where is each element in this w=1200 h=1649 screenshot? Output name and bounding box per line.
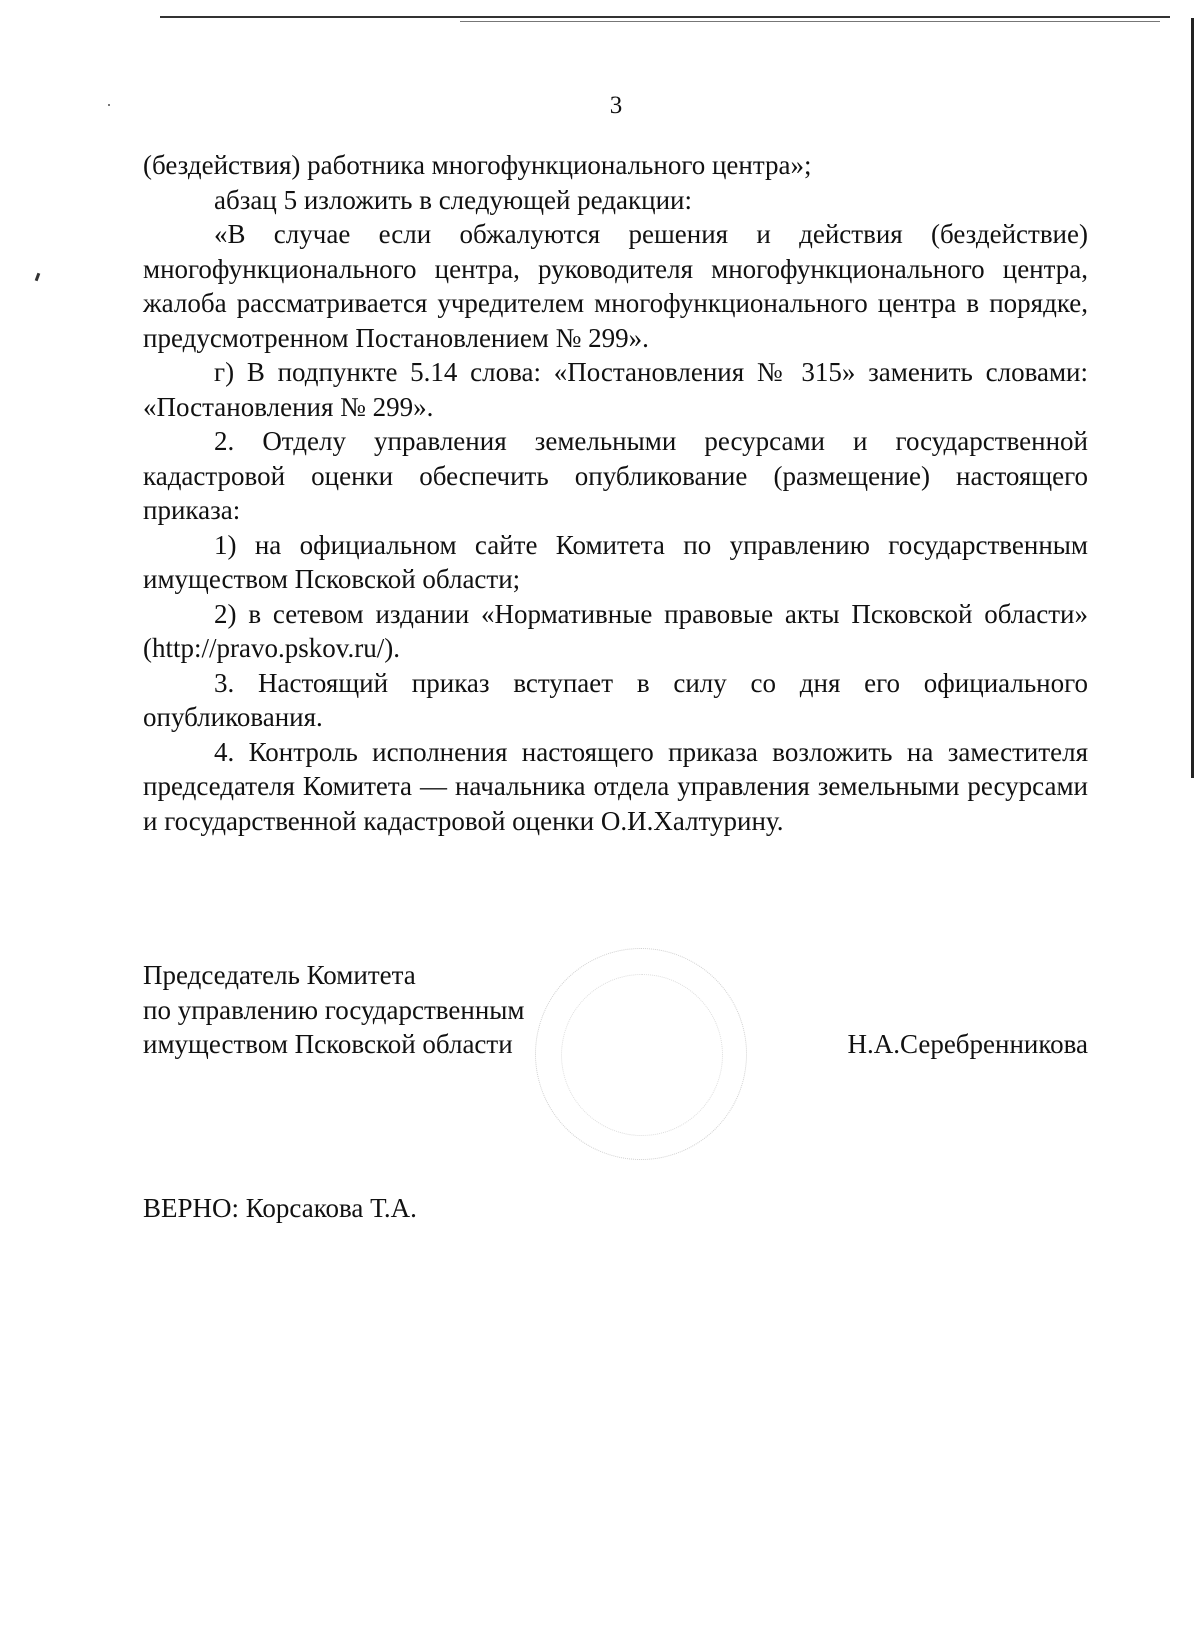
page-number: 3 (609, 92, 623, 119)
verification-note: ВЕРНО: Корсакова Т.А. (143, 1193, 417, 1223)
document-body (143, 148, 1088, 838)
paragraph-item-4: 4. Контроль исполнения настоящего приказа возложить на заместителя председателя Комитета — начальника отдела управления земельными ресурсами и государственной кадастровой оценки О.И.Халтурину. (143, 736, 1088, 836)
scan-top-border (160, 16, 1170, 18)
paragraph-item-2-2: 2) в сетевом издании «Нормативные правовые акты Псковской области» (http://pravo.pskov.ru/). (143, 598, 1088, 663)
paragraph-subitem-g: г) В подпункте 5.14 слова: «Постановления № 315» заменить словами: «Постановления № 299». (143, 357, 1088, 422)
paragraph-quoted-amendment: «В случае если обжалуются решения и действия (бездействие) многофункционального центра, руководителя многофункционального центра, жалоба рассматривается учредителем многофункционального центра в порядке, предусмотренном Постановлением № 299». (143, 219, 1088, 353)
scan-right-edge (1191, 18, 1194, 778)
scan-speck (35, 273, 41, 282)
signatory-title-line: имуществом Псковской области (143, 1029, 513, 1059)
paragraph-continuation: (бездействия) работника многофункционального центра»; (143, 150, 812, 180)
scan-top-border-thin (460, 21, 1160, 22)
paragraph-abzac-5: абзац 5 изложить в следующей редакции: (214, 184, 692, 215)
signatory-title-line: Председатель Комитета (143, 960, 416, 990)
paragraph-item-3: 3. Настоящий приказ вступает в силу со дня его официального опубликования. (143, 667, 1088, 732)
signatory-name: Н.А.Серебренникова (847, 1029, 1088, 1059)
paragraph-item-2: 2. Отделу управления земельными ресурсами и государственной кадастровой оценки обеспечить опубликование (размещение) настоящего приказа: (143, 426, 1088, 525)
signature-block (143, 958, 1088, 1062)
signatory-title-line: по управлению государственным (143, 994, 525, 1025)
paragraph-item-2-1: 1) на официальном сайте Комитета по управлению государственным имуществом Псковской области; (143, 529, 1088, 594)
